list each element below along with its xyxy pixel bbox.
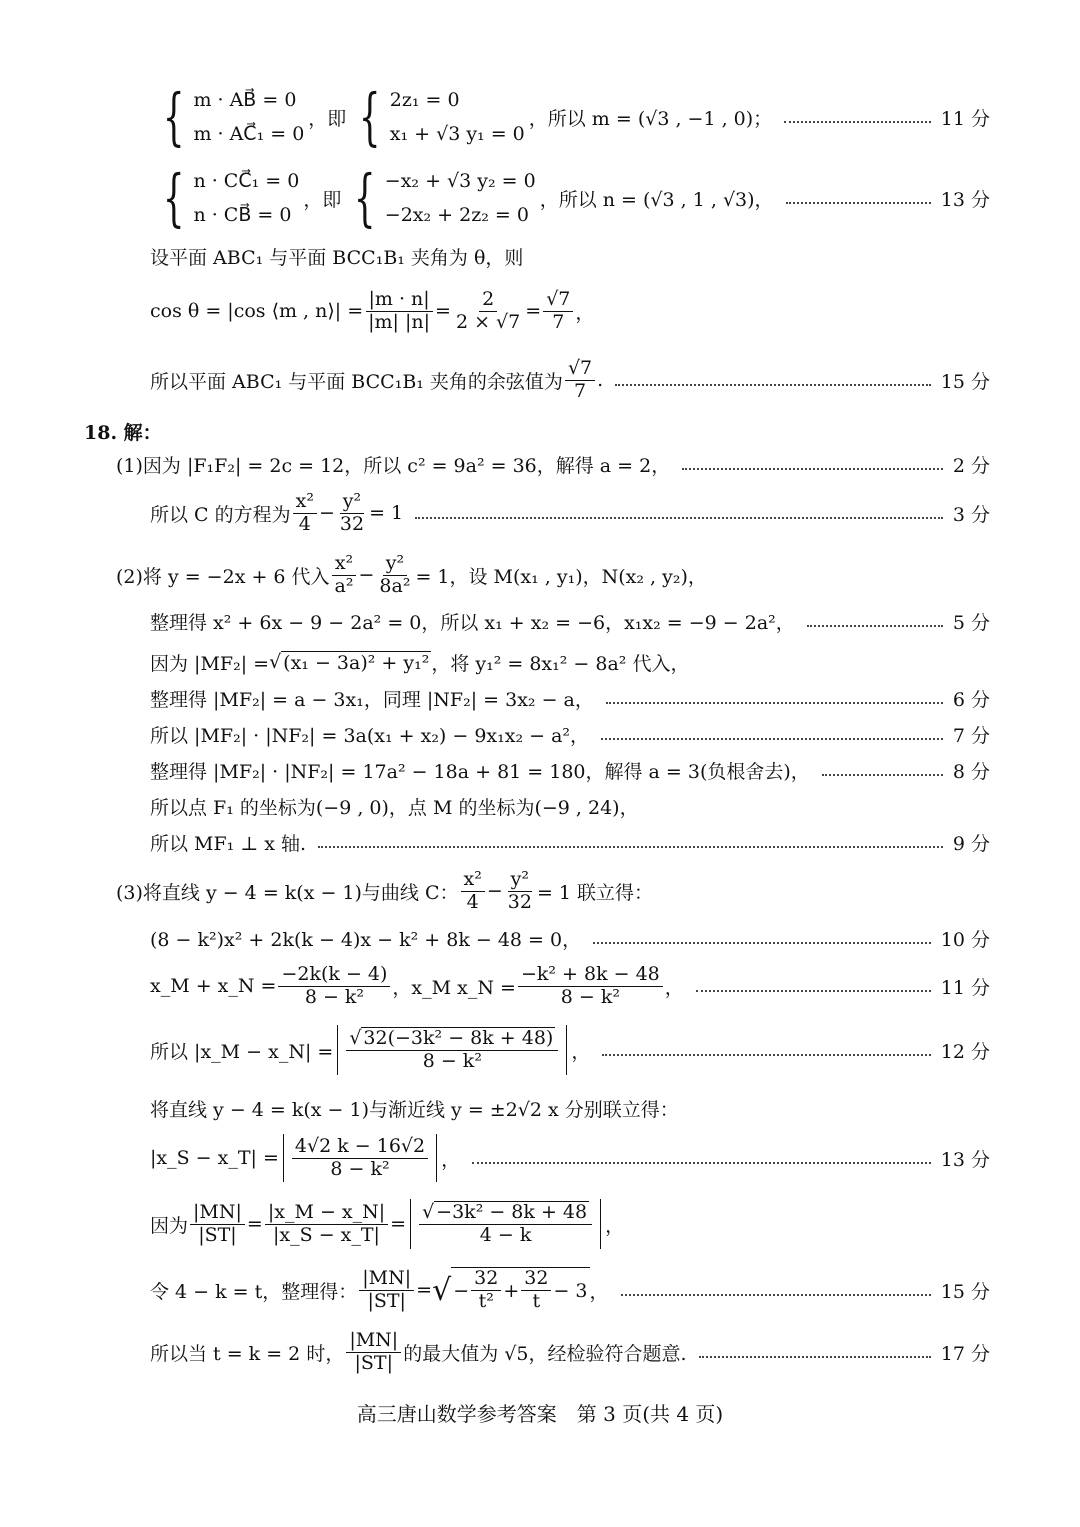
- p17-line-2: { n · CC⃗₁ = 0 n · CB⃗ = 0 ，即 { −x₂ + √3 y₂ = 0 −2x₂ + 2z₂ = 0 ，所以 n = (√3 , 1 , √3)， 13 分: [162, 167, 990, 229]
- p18-s2-l5: 所以 |MF₂| · |NF₂| = 3a(x₁ + x₂) − 9x₁x₂ − a²， 7 分: [150, 724, 990, 747]
- eq-m-ab: m · AB⃗ = 0: [193, 89, 297, 111]
- p18-s3-l2: (8 − k²)x² + 2k(k − 4)x − k² + 8k − 48 = 0， 10 分: [150, 928, 990, 951]
- eq-m-ac1: m · AC⃗₁ = 0: [193, 123, 305, 145]
- p17-line-3: 设平面 ABC₁ 与平面 BCC₁B₁ 夹角为 θ，则: [150, 246, 524, 269]
- p18-s1-l1: (1)因为 |F₁F₂| = 2c = 12，所以 c² = 9a² = 36，解得 a = 2， 2 分: [116, 454, 990, 477]
- p18-label-row: [0, 416, 1080, 446]
- p17-line-1: { m · AB⃗ = 0 m · AC⃗₁ = 0 ，即 { 2z₁ = 0 x₁ + √3 y₁ = 0 ，所以 m = (√3 , −1 , 0)； 11 分: [162, 86, 990, 148]
- p18-s1-l2: 所以 C 的方程为 $\frac{\text{x²}}{4}$ − $\frac{\text{y²}}{32}$ = 1 3 分: [150, 490, 990, 535]
- p17-cos-line: cos θ = |cos ⟨m , n⟩| = $\frac{|m \cdot n|}{|m| |n|}$ = $\frac{2}{2 \times √7}$ = $\frac{√7}{7}$ ，: [150, 288, 595, 333]
- problem-label: 18. 解：: [84, 421, 162, 444]
- p18-s2-l2: 整理得 x² + 6x − 9 − 2a² = 0，所以 x₁ + x₂ = −6，x₁x₂ = −9 − 2a²， 5 分: [150, 611, 990, 634]
- p18-s3-l9: 所以当 t = k = 2 时， $\frac{|MN|}{|ST|}$ 的最大值为 √5，经检验符合题意. 17 分: [150, 1329, 990, 1374]
- p18-s2-l3: 因为 |MF₂| = √ (x₁ − 3a)² + y₁² ，将 y₁² = 8x₁² − 8a² 代入，: [150, 651, 690, 675]
- page-footer: 高三唐山数学参考答案 第 3 页(共 4 页): [356, 1402, 724, 1426]
- p18-s3-l4: 所以 |x_M − x_N| = √ 32(−3k² − 8k + 48) 8 − k² ， 12 分: [0, 1020, 1080, 1080]
- p18-s3-l7: 因为 $\frac{|MN|}{|ST|}$ = $\frac{|x\_M - x\_N|}{|x\_S - x\_T|}$ = √ −3k² − 8k + 48 4 − k ，: [0, 1194, 1080, 1254]
- p18-s3-l6: |x_S − x_T| = $\frac{4√2 k - 16√2}{\text{8 − k²}}$ ， 13 分: [0, 1128, 1080, 1188]
- p18-s3-l3: x_M + x_N = $\frac{-2k(k - 4)}{\text{8 − k²}}$ ，x_M x_N = $\frac{\text{−k² + 8k − 48}}{\text{8 − k²}}$ ， 11 分: [150, 963, 990, 1008]
- p18-s2-l6: 整理得 |MF₂| · |NF₂| = 17a² − 18a + 81 = 180，解得 a = 3(负根舍去)， 8 分: [150, 760, 990, 783]
- score: 11 分: [940, 107, 990, 130]
- p18-s3-l5: 将直线 y − 4 = k(x − 1)与渐近线 y = ±2√2 x 分别联立得：: [150, 1098, 679, 1121]
- p18-s3-l8: 令 4 − k = t，整理得： $\frac{|MN|}{|ST|}$ = √ − $\frac{32}{\text{t²}}$ + $\frac{32}{t}$ − 3 ， 15 分: [150, 1267, 990, 1312]
- p18-s2-l1: (2)将 y = −2x + 6 代入 $\frac{\text{x²}}{\text{a²}}$ − $\frac{\text{y²}}{\text{8a²}}$ = 1，设 M(x₁ , y₁)，N(x₂ , y₂)，: [116, 552, 707, 597]
- leader-dots: [784, 121, 931, 123]
- p17-line-5: 所以平面 ABC₁ 与平面 BCC₁B₁ 夹角的余弦值为 $\frac{√7}{7}$ . 15 分: [150, 357, 990, 402]
- p18-s2-l7: 所以点 F₁ 的坐标为(−9 , 0)，点 M 的坐标为(−9 , 24)，: [150, 796, 639, 819]
- p18-s2-l4: 整理得 |MF₂| = a − 3x₁，同理 |NF₂| = 3x₂ − a， 6 分: [150, 688, 990, 711]
- p18-s2-l8: 所以 MF₁ ⊥ x 轴. 9 分: [150, 832, 990, 855]
- p18-s3-l1: (3)将直线 y − 4 = k(x − 1)与曲线 C： $\frac{\text{x²}}{4}$ − $\frac{\text{y²}}{32}$ = 1 联立得：: [116, 868, 654, 913]
